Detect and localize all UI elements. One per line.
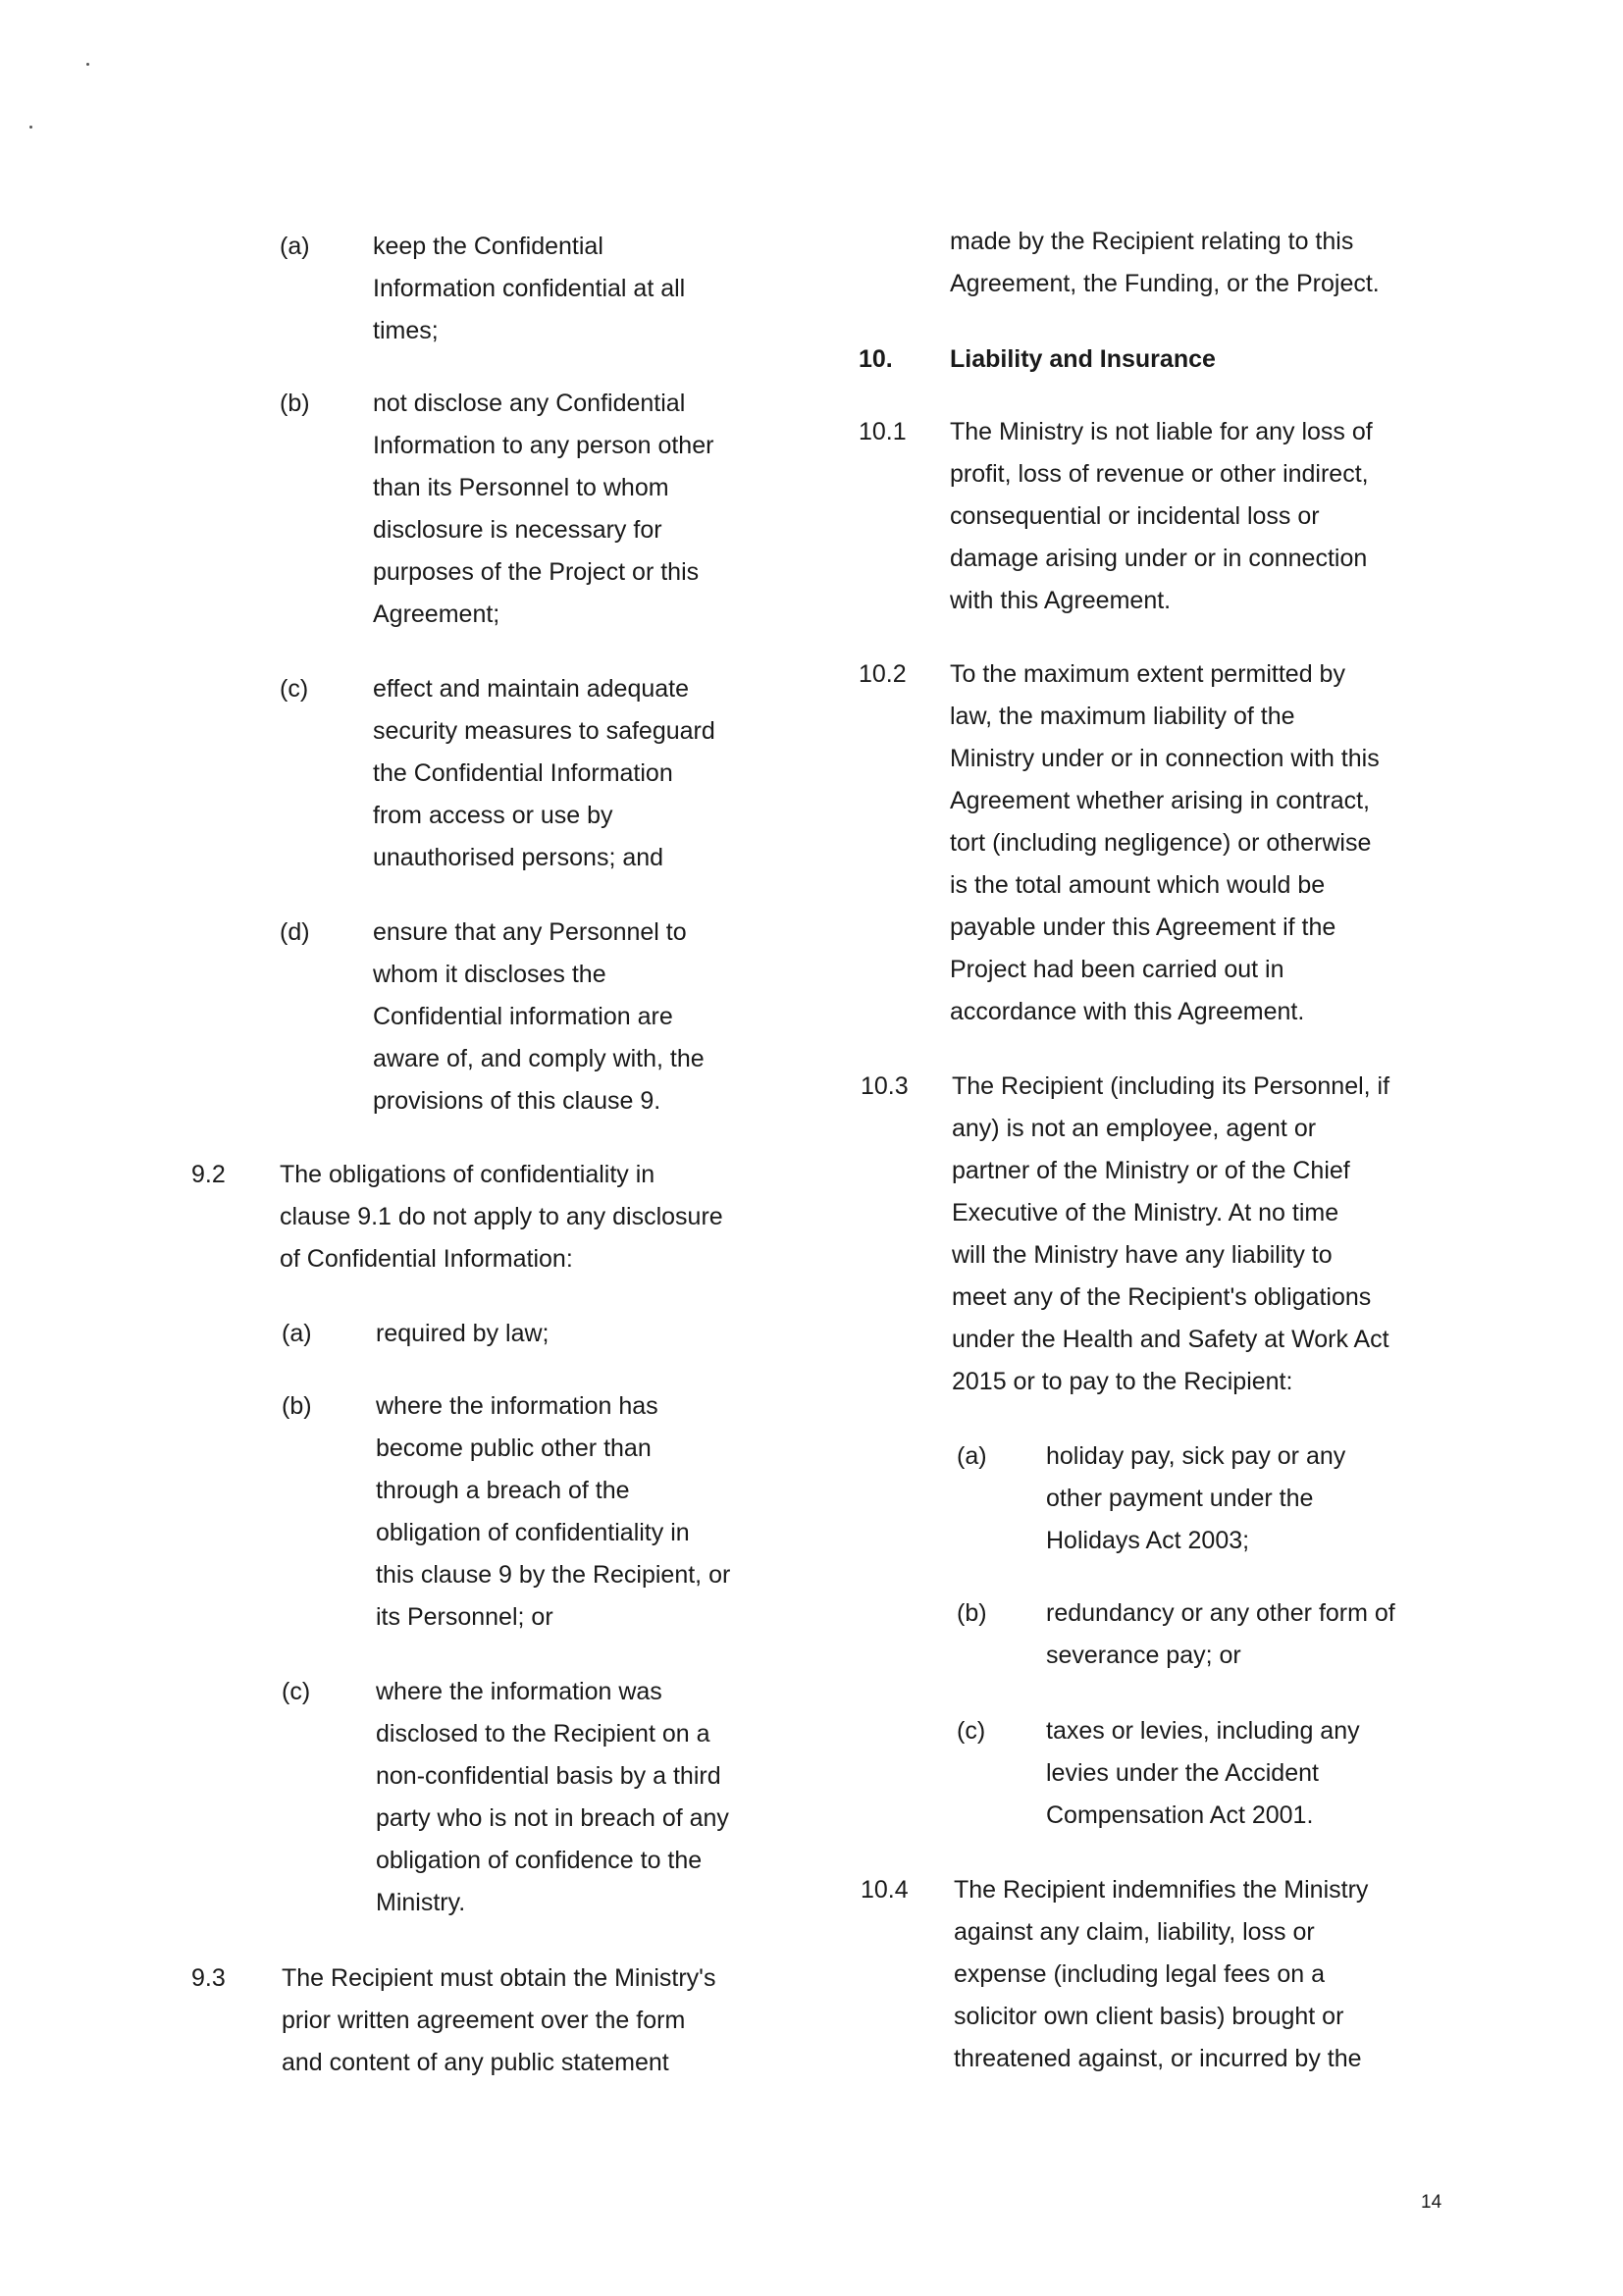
clause-number: 10.1 <box>859 418 907 445</box>
clause-label: (b) <box>280 390 310 417</box>
clause-text: where the information was disclosed to the Recipient on a non-confidential basis by a third party who is not in breach of any obligation of confidence to the Ministry. <box>376 1678 729 1916</box>
scan-speck <box>86 63 89 66</box>
clause-number: 10.3 <box>861 1072 909 1100</box>
clause-label: (c) <box>282 1678 311 1705</box>
clause-text: effect and maintain adequate security measures to safeguard the Confidential Information from access or use by unauthorised persons; and <box>373 675 715 871</box>
clause-label: (c) <box>280 675 309 703</box>
scan-speck <box>29 126 32 129</box>
clause-label: (a) <box>957 1442 987 1470</box>
clause-label: (b) <box>282 1392 312 1420</box>
clause-text: The Ministry is not liable for any loss of profit, loss of revenue or other indirect, consequential or incidental loss or damage arising under or in connection with this Agreement. <box>950 418 1373 614</box>
clause-number: 9.2 <box>191 1161 226 1188</box>
clause-text: made by the Recipient relating to this Agreement, the Funding, or the Project. <box>950 228 1380 297</box>
clause-text: The obligations of confidentiality in clause 9.1 do not apply to any disclosure of Confidential Information: <box>280 1161 723 1273</box>
clause-text: The Recipient indemnifies the Ministry against any claim, liability, loss or expense (including legal fees on a solicitor own client basis) brought or threatened against, or incurred by the <box>954 1876 1369 2072</box>
section-heading: Liability and Insurance <box>950 345 1216 373</box>
clause-text: taxes or levies, including any levies under the Accident Compensation Act 2001. <box>1046 1717 1360 1829</box>
clause-text: required by law; <box>376 1320 550 1347</box>
clause-text: To the maximum extent permitted by law, the maximum liability of the Ministry under or in connection with this Agreement whether arising in contract, tort (including negligence) or otherwise is the total amount which would be payable under this Agreement if the Project had been carried out in accordance with this Agreement. <box>950 660 1380 1025</box>
section-number: 10. <box>859 345 893 373</box>
clause-text: The Recipient (including its Personnel, if any) is not an employee, agent or partner of the Ministry or of the Chief Executive of the Ministry. At no time will the Ministry have any liability to meet any of the Recipient's obligations under the Health and Safety at Work Act 2015 or to pay to the Recipient: <box>952 1072 1390 1395</box>
clause-label: (c) <box>957 1717 986 1745</box>
clause-text: The Recipient must obtain the Ministry's prior written agreement over the form and content of any public statement <box>282 1964 716 2076</box>
clause-label: (d) <box>280 918 310 946</box>
clause-number: 10.4 <box>861 1876 909 1904</box>
page-number: 14 <box>1421 2192 1442 2213</box>
clause-label: (a) <box>282 1320 312 1347</box>
clause-number: 9.3 <box>191 1964 226 1992</box>
clause-text: redundancy or any other form of severance pay; or <box>1046 1599 1395 1669</box>
clause-label: (b) <box>957 1599 987 1627</box>
clause-text: not disclose any Confidential Information to any person other than its Personnel to whom disclosure is necessary for purposes of the Project or this Agreement; <box>373 390 714 628</box>
clause-text: keep the Confidential Information confidential at all times; <box>373 233 686 344</box>
clause-label: (a) <box>280 233 310 260</box>
clause-text: holiday pay, sick pay or any other payment under the Holidays Act 2003; <box>1046 1442 1346 1554</box>
clause-text: where the information has become public other than through a breach of the obligation of confidentiality in this clause 9 by the Recipient, or its Personnel; or <box>376 1392 731 1631</box>
clause-number: 10.2 <box>859 660 907 688</box>
clause-text: ensure that any Personnel to whom it discloses the Confidential information are aware of, and comply with, the provisions of this clause 9. <box>373 918 705 1115</box>
